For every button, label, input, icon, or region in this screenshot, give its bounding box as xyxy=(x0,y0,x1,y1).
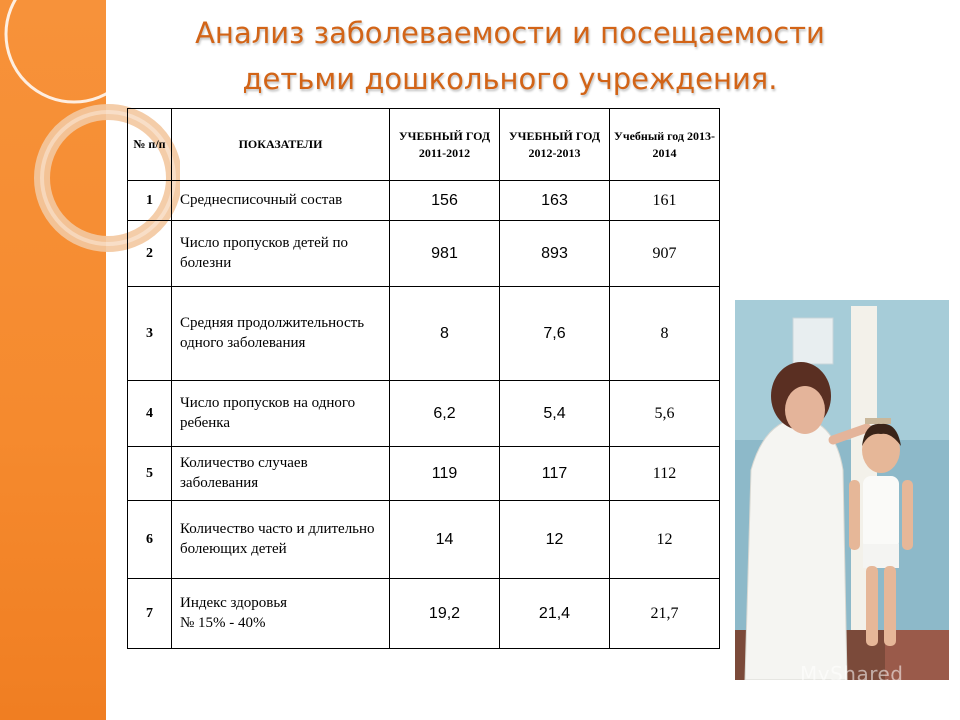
value-2011-2012: 19,2 xyxy=(390,579,500,649)
value-2011-2012: 981 xyxy=(390,221,500,287)
row-label: Количество случаев заболевания xyxy=(172,447,390,501)
row-label xyxy=(172,579,390,649)
header-year-2013-2014: Учебный год 2013-2014 xyxy=(610,109,720,181)
value-2011-2012: 8 xyxy=(390,287,500,381)
row-number: 4 xyxy=(128,381,172,447)
value-2012-2013: 21,4 xyxy=(500,579,610,649)
row-number: 3 xyxy=(128,287,172,381)
table-row xyxy=(128,181,720,221)
table-row xyxy=(128,221,720,287)
header-indicator: ПОКАЗАТЕЛИ xyxy=(172,109,390,181)
table-header-row xyxy=(128,109,720,181)
row-number: 1 xyxy=(128,181,172,221)
row-label: Количество часто и длительно болеющих детей xyxy=(172,501,390,579)
value-2011-2012: 14 xyxy=(390,501,500,579)
value-2012-2013: 163 xyxy=(500,181,610,221)
value-2013-2014: 907 xyxy=(610,221,720,287)
value-2013-2014: 161 xyxy=(610,181,720,221)
watermark: MyShared xyxy=(800,662,904,686)
value-2013-2014: 8 xyxy=(610,287,720,381)
value-2012-2013: 893 xyxy=(500,221,610,287)
value-2012-2013: 5,4 xyxy=(500,381,610,447)
table-row xyxy=(128,447,720,501)
row-label: Число пропусков на одного ребенка xyxy=(172,381,390,447)
value-2012-2013: 7,6 xyxy=(500,287,610,381)
row-label-main: Индекс здоровья xyxy=(180,595,288,611)
morbidity-table xyxy=(127,108,720,649)
header-year-2011-2012: УЧЕБНЫЙ ГОД 2011-2012 xyxy=(390,109,500,181)
row-number: 6 xyxy=(128,501,172,579)
value-2013-2014: 21,7 xyxy=(610,579,720,649)
nurse-measuring-child-photo xyxy=(735,300,949,680)
row-number: 5 xyxy=(128,447,172,501)
value-2013-2014: 12 xyxy=(610,501,720,579)
row-label: Средняя продолжительность одного заболевания xyxy=(172,287,390,381)
title-line-2: детьми дошкольного учреждения. xyxy=(242,62,778,96)
value-2011-2012: 156 xyxy=(390,181,500,221)
title-line-1: Анализ заболеваемости и посещаемости xyxy=(195,16,825,50)
table-row xyxy=(128,579,720,649)
table-row xyxy=(128,287,720,381)
value-2011-2012: 119 xyxy=(390,447,500,501)
row-number: 2 xyxy=(128,221,172,287)
value-2012-2013: 117 xyxy=(500,447,610,501)
table-row xyxy=(128,381,720,447)
table-row xyxy=(128,501,720,579)
row-label: Число пропусков детей по болезни xyxy=(172,221,390,287)
row-label-sub: № 15% - 40% xyxy=(180,614,266,631)
row-number: 7 xyxy=(128,579,172,649)
value-2013-2014: 112 xyxy=(610,447,720,501)
value-2012-2013: 12 xyxy=(500,501,610,579)
row-label: Среднесписочный состав xyxy=(172,181,390,221)
value-2011-2012: 6,2 xyxy=(390,381,500,447)
page-title xyxy=(120,10,900,102)
value-2013-2014: 5,6 xyxy=(610,381,720,447)
header-num: № п/п xyxy=(128,109,172,181)
header-year-2012-2013: УЧЕБНЫЙ ГОД 2012-2013 xyxy=(500,109,610,181)
